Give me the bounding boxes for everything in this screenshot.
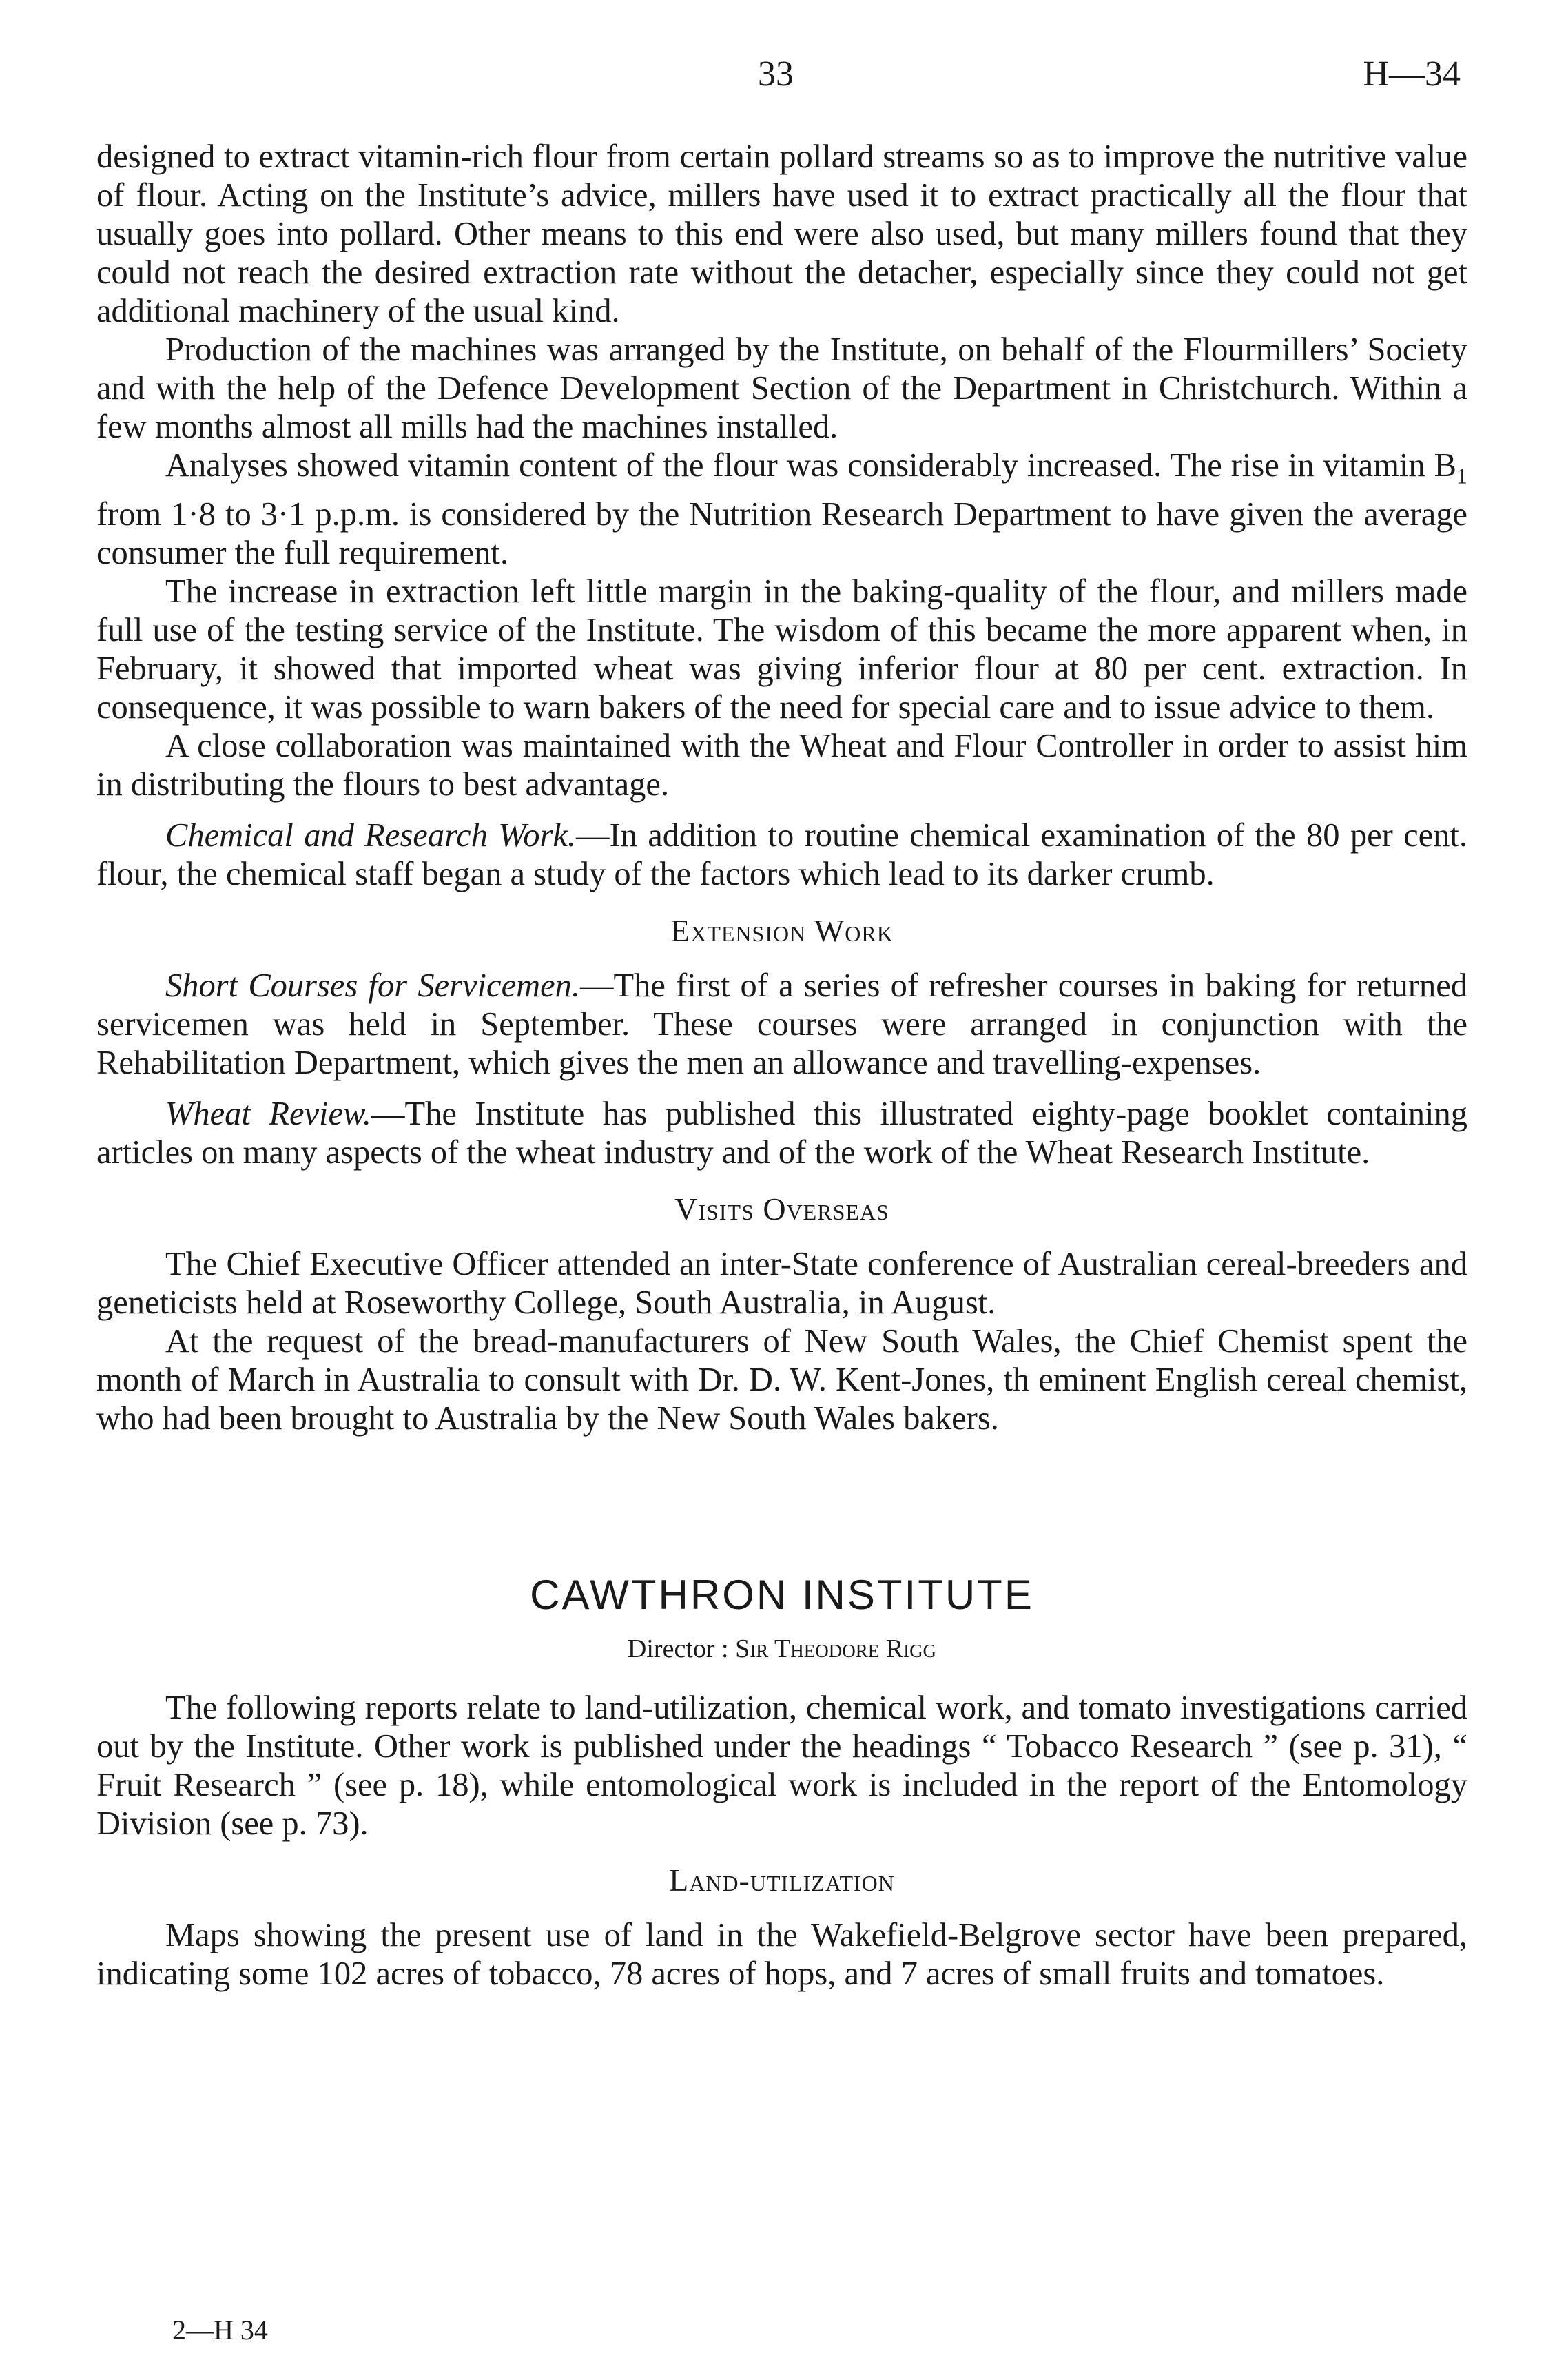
paragraph: The following reports relate to land-utilization, chemical work, and tomato investigations carried out by the Institute. Other work is published under the headings “ Tobacco Research ” (see p. 31), “ Fruit Research ” (see p. 18), while entomological work is included in the report of the Entomology Division (see p. 73). [96, 1689, 1467, 1842]
paragraph: Production of the machines was arranged by the Institute, on behalf of the Flourmillers’ Society and with the help of the Defence Development Section of the Department in Christchurch. Within a few months almost all mills had the machines installed. [96, 331, 1467, 445]
page-number: 33 [758, 54, 794, 94]
paragraph-chemical [96, 817, 1467, 894]
section-heading-extension: Extension Work [670, 912, 894, 948]
section-heading-visits: Visits Overseas [674, 1191, 889, 1227]
paragraph: At the request of the bread-manufacturers of New South Wales, the Chief Chemist spent the month of March in Australia to consult with Dr. D. W. Kent-Jones, th eminent English cereal chemist, who had been brought to Australia by the New South Wales bakers. [96, 1322, 1467, 1437]
text-run: —The Institute has published this illustrated eighty-page booklet containing articles on many aspects of the wheat industry and of the work of the Wheat Research Institute. [96, 1095, 1467, 1171]
subscript: 1 [1456, 463, 1467, 489]
director-name: Sir Theodore Rigg [735, 1634, 937, 1663]
director-label: Director : [627, 1634, 729, 1663]
paragraph: Maps showing the present use of land in the Wakefield-Belgrove sector have been prepared, indicating some 102 acres of tobacco, 78 acres of hops, and 7 acres of small fruits and tomatoes. [96, 1916, 1467, 1992]
institute-title: CAWTHRON INSTITUTE [530, 1571, 1034, 1618]
section-heading-land: Land-utilization [669, 1862, 895, 1898]
body-text [96, 138, 1467, 1993]
paragraph-wheat-review [96, 1095, 1467, 1172]
paragraph: A close collaboration was maintained with the Wheat and Flour Controller in order to assist him in distributing the flours to best advantage. [96, 727, 1467, 803]
run-in-heading: Wheat Review. [165, 1095, 371, 1132]
paragraph: The increase in extraction left little margin in the baking-quality of the flour, and millers made full use of the testing service of the Institute. The wisdom of this became the more apparent when, in February, it showed that imported wheat was giving inferior flour at 80 per cent. extraction. In consequence, it was possible to warn bakers of the need for special care and to issue advice to them. [96, 573, 1467, 726]
text-run: Analyses showed vitamin content of the flour was considerably increased. The rise in vitamin B [165, 447, 1456, 484]
director-line [96, 1630, 1467, 1668]
footer-signature: 2—H 34 [172, 2315, 268, 2346]
run-in-heading: Short Courses for Servicemen. [165, 967, 581, 1004]
paragraph-vitamin [96, 447, 1467, 573]
document-code: H—34 [1363, 54, 1461, 94]
text-run: from 1·8 to 3·1 p.p.m. is considered by the Nutrition Research Department to have given the average consumer the full requirement. [96, 495, 1467, 571]
paragraph: The Chief Executive Officer attended an inter-State conference of Australian cereal-breeders and geneticists held at Roseworthy College, South Australia, in August. [96, 1245, 1467, 1321]
paragraph-short-courses [96, 967, 1467, 1083]
run-in-heading: Chemical and Research Work. [165, 817, 576, 854]
text-run: —In addition to routine chemical examination of the 80 per cent. flour, the chemical staff began a study of the factors which lead to its darker crumb. [96, 817, 1467, 892]
text-run: —The first of a series of refresher courses in baking for returned servicemen was held in September. These courses were arranged in conjunction with the Rehabilitation Department, which gives the men an allowance and travelling-expenses. [96, 967, 1467, 1081]
paragraph: designed to extract vitamin-rich flour from certain pollard streams so as to improve the nutritive value of flour. Acting on the Institute’s advice, millers have used it to extract practically all the flour that usually goes into pollard. Other means to this end were also used, but many millers found that they could not reach the desired extraction rate without the detacher, especially since they could not get additional machinery of the usual kind. [96, 139, 1467, 329]
page-header [96, 54, 1461, 109]
